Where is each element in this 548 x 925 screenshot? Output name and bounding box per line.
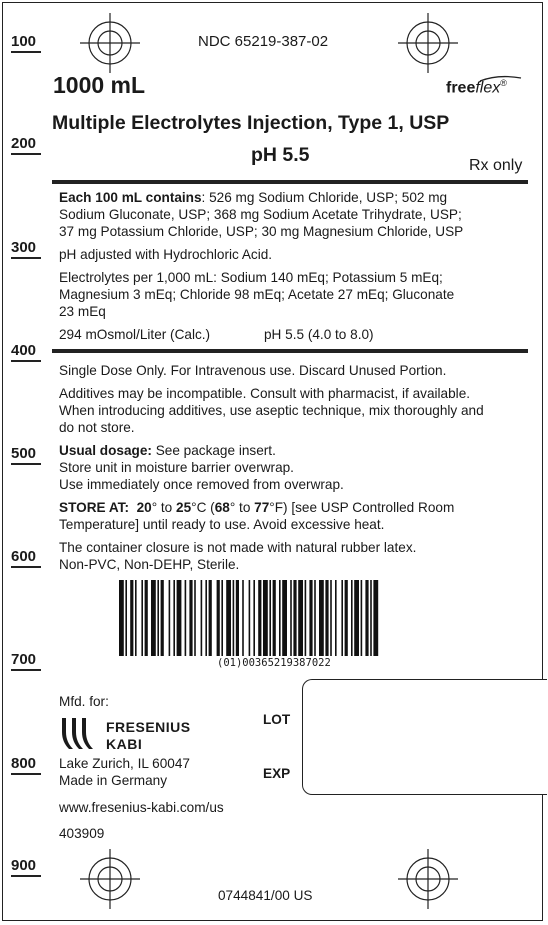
lot-exp-box: [302, 679, 547, 795]
barcode-bar: [345, 580, 348, 656]
barcode-bar: [263, 580, 268, 656]
company-name-1: FRESENIUS: [106, 719, 191, 735]
barcode-bar: [249, 580, 251, 656]
barcode-bar: [354, 580, 359, 656]
barcode-bar: [298, 580, 303, 656]
brand-swoosh-icon: [478, 75, 523, 83]
store-at-line-2: Temperature] until ready to use. Avoid excessive heat.: [59, 517, 385, 532]
barcode-bar: [242, 580, 244, 656]
pvc-statement: Non-PVC, Non-DEHP, Sterile.: [59, 557, 240, 572]
barcode-bar: [314, 580, 316, 656]
ruler-mark-700: 700: [11, 651, 41, 671]
divider-middle: [52, 349, 528, 353]
barcode-bar: [290, 580, 292, 656]
exp-label: EXP: [263, 766, 291, 781]
additives-line-3: do not store.: [59, 420, 135, 435]
ruler-mark-200: 200: [11, 135, 41, 155]
footer-code: 0744841/00 US: [218, 888, 313, 903]
barcode-bar: [201, 580, 203, 656]
barcode-bar: [205, 580, 207, 656]
usual-dosage: Usual dosage: See package insert.: [59, 443, 276, 458]
barcode-bar: [273, 580, 276, 656]
barcode-bar: [217, 580, 220, 656]
barcode-bar: [293, 580, 296, 656]
barcode-bar: [370, 580, 372, 656]
barcode-bar: [135, 580, 137, 656]
ruler-mark-900: 900: [11, 857, 41, 877]
barcode-bar: [226, 580, 231, 656]
barcode-bar: [365, 580, 368, 656]
rx-only: Rx only: [469, 157, 523, 174]
divider-top: [52, 180, 528, 184]
barcode-bar: [279, 580, 281, 656]
barcode-bar: [221, 580, 223, 656]
brand-logo: freeflex®: [446, 78, 507, 97]
barcode-bar: [253, 580, 255, 656]
barcode-bar: [351, 580, 353, 656]
ruler-mark-800: 800: [11, 755, 41, 775]
ph-range: pH 5.5 (4.0 to 8.0): [264, 327, 374, 342]
barcode-bar: [236, 580, 239, 656]
contains-line-1: Each 100 mL contains: 526 mg Sodium Chloride, USP; 502 mg: [59, 190, 448, 205]
barcode-bar: [161, 580, 164, 656]
barcode-bar: [185, 580, 187, 656]
barcode-bar: [145, 580, 148, 656]
barcode: [119, 580, 435, 656]
store-unit: Store unit in moisture barrier overwrap.: [59, 460, 294, 475]
additives-line-1: Additives may be incompatible. Consult with pharmacist, if available.: [59, 386, 471, 401]
barcode-bar: [157, 580, 159, 656]
barcode-bar: [309, 580, 312, 656]
latex-statement: The container closure is not made with natural rubber latex.: [59, 540, 417, 555]
barcode-bar: [258, 580, 261, 656]
barcode-bar: [169, 580, 171, 656]
single-dose: Single Dose Only. For Intravenous use. Discard Unused Portion.: [59, 363, 447, 378]
barcode-bar: [319, 580, 324, 656]
ndc-number: NDC 65219-387-02: [198, 33, 329, 50]
registration-mark-icon: [398, 849, 458, 909]
registration-mark-icon: [398, 13, 458, 73]
ruler-mark-600: 600: [11, 548, 41, 568]
ruler-mark-500: 500: [11, 445, 41, 465]
electrolytes-line-3: 23 mEq: [59, 304, 106, 319]
fresenius-kabi-logo-icon: [59, 716, 95, 752]
registration-mark-icon: [80, 849, 140, 909]
electrolytes-line-1: Electrolytes per 1,000 mL: Sodium 140 mEq; Potassium 5 mEq;: [59, 270, 443, 285]
ruler-mark-400: 400: [11, 342, 41, 362]
lot-label: LOT: [263, 712, 291, 727]
barcode-bar: [361, 580, 363, 656]
barcode-bar: [341, 580, 343, 656]
barcode-bar: [177, 580, 182, 656]
barcode-bar: [282, 580, 287, 656]
barcode-bar: [194, 580, 196, 656]
additives-line-2: When introducing additives, use aseptic technique, mix thoroughly and: [59, 403, 484, 418]
use-immediately: Use immediately once removed from overwrap.: [59, 477, 344, 492]
company-website: www.fresenius-kabi.com/us: [59, 800, 224, 815]
contains-line-3: 37 mg Potassium Chloride, USP; 30 mg Magnesium Chloride, USP: [59, 224, 464, 239]
contains-line-2: Sodium Gluconate, USP; 368 mg Sodium Acetate Trihydrate, USP;: [59, 207, 462, 222]
barcode-bar: [189, 580, 192, 656]
barcode-bar: [233, 580, 235, 656]
barcode-bar: [173, 580, 175, 656]
barcode-bar: [141, 580, 143, 656]
product-name: Multiple Electrolytes Injection, Type 1, USP: [52, 112, 450, 134]
volume: 1000 mL: [53, 72, 146, 98]
barcode-bar: [119, 580, 124, 656]
barcode-bar: [305, 580, 307, 656]
ph-adjusted: pH adjusted with Hydrochloric Acid.: [59, 247, 273, 262]
company-name-2: KABI: [106, 736, 143, 752]
electrolytes-line-2: Magnesium 3 mEq; Chloride 98 mEq; Acetate 27 mEq; Gluconate: [59, 287, 455, 302]
barcode-bar: [335, 580, 337, 656]
barcode-bar: [151, 580, 156, 656]
barcode-bar: [330, 580, 332, 656]
ruler-mark-300: 300: [11, 239, 41, 259]
osmolarity: 294 mOsmol/Liter (Calc.): [59, 327, 211, 342]
barcode-bar: [130, 580, 133, 656]
product-ph: pH 5.5: [251, 144, 310, 166]
label-code: 403909: [59, 826, 105, 841]
made-in: Made in Germany: [59, 773, 168, 788]
mfd-for-label: Mfd. for:: [59, 694, 109, 709]
ruler-mark-100: 100: [11, 33, 41, 53]
barcode-number: (01)00365219387022: [217, 657, 331, 669]
store-at-line-1: STORE AT: 20° to 25°C (68° to 77°F) [see USP Controlled Room: [59, 500, 455, 515]
barcode-bar: [269, 580, 271, 656]
barcode-bar: [209, 580, 212, 656]
barcode-bar: [373, 580, 378, 656]
registration-mark-icon: [80, 13, 140, 73]
barcode-bar: [125, 580, 127, 656]
barcode-bar: [325, 580, 328, 656]
company-city: Lake Zurich, IL 60047: [59, 756, 190, 771]
